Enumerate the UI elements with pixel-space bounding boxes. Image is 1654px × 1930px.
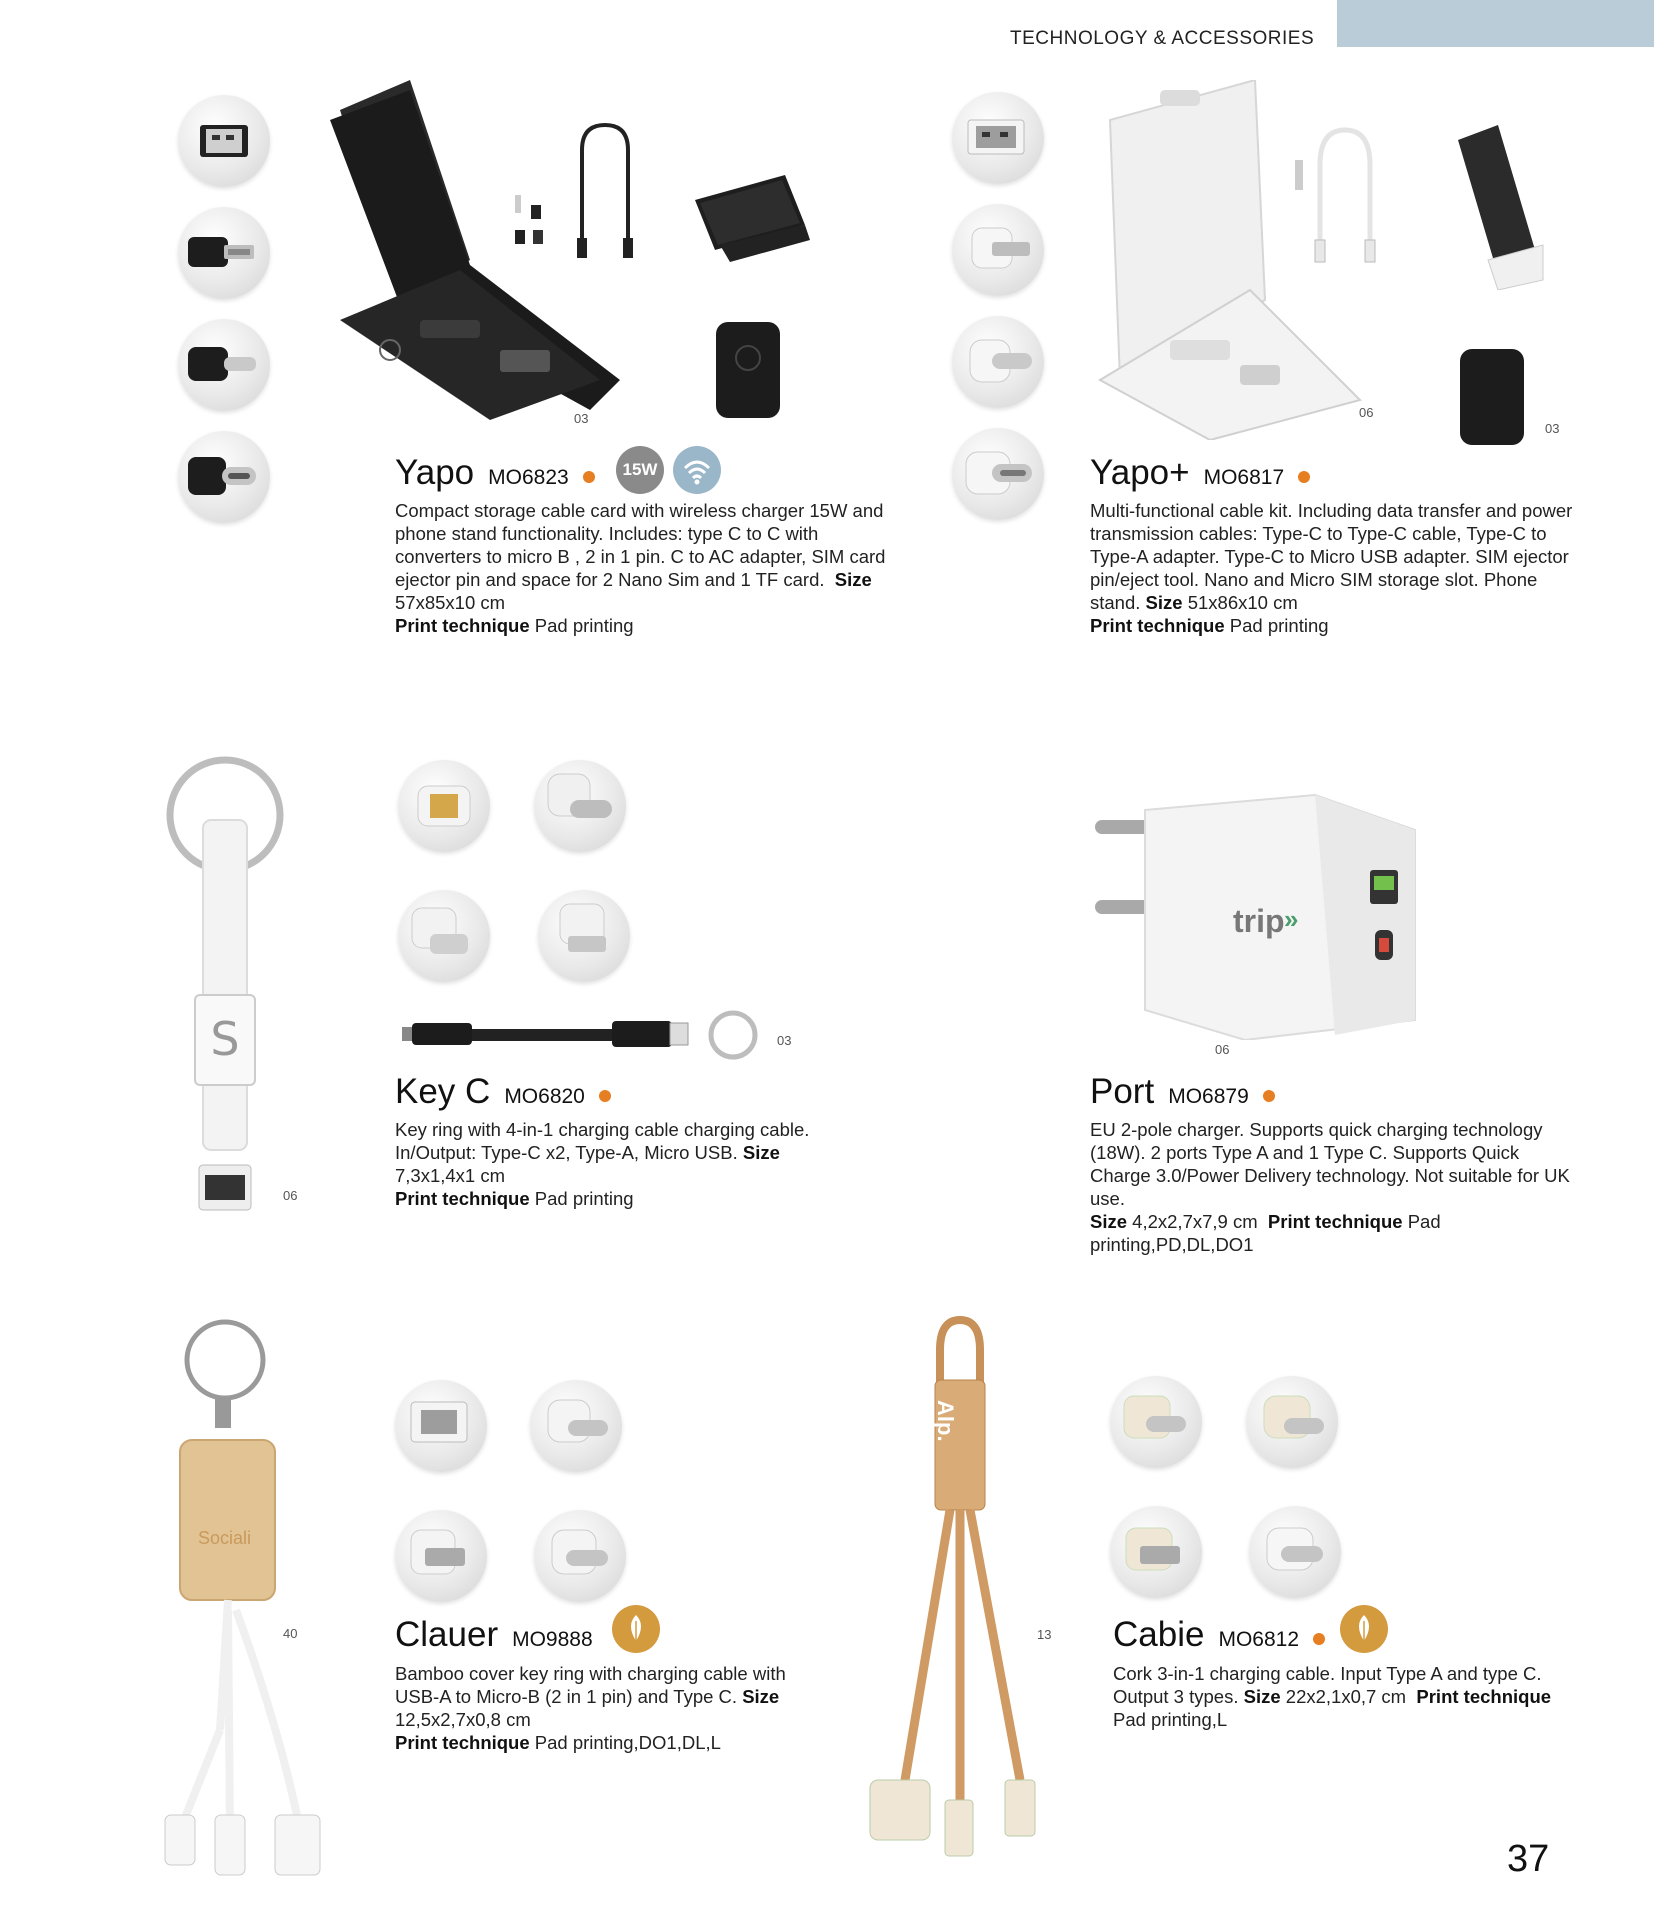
- key-c-size-value: 7,3x1,4x1 cm: [395, 1165, 506, 1186]
- yapo-desc-text: Compact storage cable card with wireless charger 15W and phone stand functionality. Includes: type C to C with converters to micro B , 2 in 1 pin. C to AC adapter, SIM card ejector pin and space for 2 Nano Sim and 1 TF card.: [395, 500, 886, 590]
- cabie-logo: Alp.: [933, 1400, 958, 1442]
- port-print-value: Pad printing,PD,DL,DO1: [1090, 1211, 1441, 1255]
- cabie-title: [1113, 1615, 1325, 1655]
- yapo-plus-phone-stand-image: [1448, 120, 1548, 290]
- color-dot: [1298, 471, 1310, 483]
- cabie-size-label: Size: [1243, 1686, 1281, 1707]
- color-dot: [599, 1090, 611, 1102]
- power-15w-badge: 15W: [616, 446, 664, 494]
- key-c-name: Key C: [395, 1072, 491, 1111]
- clauer-name: Clauer: [395, 1615, 499, 1654]
- key-c-size-label: Size: [742, 1142, 780, 1163]
- cabie-color-code: 13: [1037, 1627, 1052, 1642]
- connector-usb-a-white-thumb: [952, 92, 1044, 184]
- clauer-print-value: Pad printing,DO1,DL,L: [534, 1732, 721, 1753]
- yapo-plus-black-code: 03: [1545, 421, 1560, 436]
- connector-usb-a-thumb: [395, 1380, 487, 1472]
- connector-type-c-thumb: [178, 431, 270, 523]
- yapo-plus-code: MO6817: [1203, 466, 1285, 489]
- yapo-size-value: 57x85x10 cm: [395, 592, 506, 613]
- page-number: 37: [1507, 1838, 1550, 1880]
- cabie-cork-cable-image: [850, 1310, 1070, 1890]
- yapo-adapters-image: [505, 190, 555, 260]
- port-logo: trip: [1233, 903, 1285, 939]
- cabie-desc-text: Cork 3-in-1 charging cable. Input Type A and type C. Output 3 types.: [1113, 1663, 1542, 1707]
- connector-type-c-thumb: [534, 760, 626, 852]
- connector-lightning-thumb: [1249, 1506, 1341, 1598]
- yapo-phone-stand-image: [685, 170, 835, 265]
- cabie-print-value: Pad printing,L: [1113, 1709, 1228, 1730]
- key-c-desc-text: Key ring with 4-in-1 charging cable charging cable. In/Output: Type-C x2, Type-A, Micro USB.: [395, 1119, 810, 1163]
- cabie-name: Cabie: [1113, 1615, 1205, 1654]
- port-size-label: Size: [1090, 1211, 1128, 1232]
- svg-text:S: S: [210, 1012, 240, 1066]
- port-desc-text: EU 2-pole charger. Supports quick charging technology (18W). 2 ports Type A and 1 Type C. Supports Quick Charge 3.0/Power Delivery technology. Not suitable for UK use.: [1090, 1119, 1570, 1209]
- clauer-logo: Sociali: [198, 1528, 252, 1548]
- port-color-code: 06: [1215, 1042, 1230, 1057]
- color-dot: [583, 471, 595, 483]
- cabie-description: [1113, 1662, 1583, 1731]
- connector-type-c-thumb: [530, 1380, 622, 1472]
- yapo-cable-image: [570, 120, 640, 265]
- connector-micro-usb-thumb: [178, 207, 270, 299]
- yapo-name: Yapo: [395, 453, 475, 492]
- chevron-right-icon: »: [1284, 904, 1299, 934]
- connector-type-c-white-thumb: [952, 428, 1044, 520]
- key-c-title: [395, 1072, 611, 1112]
- connector-lightning-thumb: [398, 890, 490, 982]
- yapo-plus-print-label: Print technique: [1090, 615, 1225, 636]
- yapo-title: [395, 453, 595, 493]
- leaf-icon: [1340, 1605, 1388, 1653]
- clauer-description: [395, 1662, 835, 1754]
- connector-type-c-thumb: [1110, 1376, 1202, 1468]
- port-code: MO6879: [1168, 1085, 1249, 1108]
- port-name: Port: [1090, 1072, 1155, 1111]
- yapo-print-value: Pad printing: [534, 615, 634, 636]
- cabie-size-value: 22x2,1x0,7 cm: [1285, 1686, 1407, 1707]
- clauer-code: MO9888: [512, 1628, 593, 1651]
- yapo-wireless-charger-image: [712, 318, 784, 422]
- clauer-bamboo-keyring-image: [140, 1310, 340, 1890]
- key-c-black-keyring-image: [400, 1005, 760, 1065]
- clauer-print-label: Print technique: [395, 1732, 530, 1753]
- port-print-label: Print technique: [1267, 1211, 1403, 1232]
- connector-micro-usb-thumb: [1110, 1506, 1202, 1598]
- yapo-plus-print-value: Pad printing: [1229, 615, 1329, 636]
- yapo-plus-white-code: 06: [1359, 405, 1374, 420]
- yapo-plus-name: Yapo+: [1090, 453, 1190, 492]
- clauer-desc-text: Bamboo cover key ring with charging cable with USB-A to Micro-B (2 in 1 pin) and Type C.: [395, 1663, 786, 1707]
- leaf-icon: [612, 1605, 660, 1653]
- key-c-print-label: Print technique: [395, 1188, 530, 1209]
- connector-type-c-thumb: [1246, 1376, 1338, 1468]
- yapo-size-label: Size: [834, 569, 872, 590]
- yapo-plus-desc-text: Multi-functional cable kit. Including data transfer and power transmission cables: Type-C to Type-C cable, Type-C to Type-A adapter. Type-C to Micro USB adapter. SIM ejector pin/eject tool. Nano and Micro SIM storage slot. Phone stand.: [1090, 500, 1573, 613]
- key-c-print-value: Pad printing: [534, 1188, 634, 1209]
- yapo-plus-description: [1090, 499, 1590, 637]
- connector-usb-a-thumb: [178, 95, 270, 187]
- connector-type-c-thumb: [534, 1510, 626, 1602]
- color-dot: [1263, 1090, 1275, 1102]
- clauer-size-label: Size: [742, 1686, 780, 1707]
- connector-micro-usb-white-thumb: [952, 204, 1044, 296]
- section-title: TECHNOLOGY & ACCESSORIES: [1010, 28, 1315, 49]
- port-title: [1090, 1072, 1275, 1112]
- connector-micro-usb-thumb: [395, 1510, 487, 1602]
- clauer-title: [395, 1615, 593, 1655]
- cabie-print-label: Print technique: [1416, 1686, 1552, 1707]
- wifi-icon: [673, 446, 721, 494]
- connector-lightning-white-thumb: [952, 316, 1044, 408]
- clauer-size-value: 12,5x2,7x0,8 cm: [395, 1709, 531, 1730]
- yapo-print-label: Print technique: [395, 615, 530, 636]
- yapo-plus-size-label: Size: [1145, 592, 1183, 613]
- key-c-white-code: 06: [283, 1188, 298, 1203]
- yapo-description: [395, 499, 895, 637]
- key-c-white-keyring-image: [155, 750, 298, 1220]
- header-color-bar: [1337, 0, 1654, 47]
- cabie-code: MO6812: [1218, 1628, 1299, 1651]
- port-description: [1090, 1118, 1570, 1256]
- yapo-code: MO6823: [488, 466, 569, 489]
- clauer-color-code: 40: [283, 1626, 298, 1641]
- yapo-plus-cable-image: [1290, 120, 1390, 270]
- yapo-plus-title: [1090, 453, 1310, 493]
- yapo-plus-black-charger-image: [1456, 345, 1528, 449]
- key-c-code: MO6820: [504, 1085, 585, 1108]
- color-dot: [1313, 1633, 1325, 1645]
- connector-lightning-thumb: [178, 319, 270, 411]
- yapo-plus-size-value: 51x86x10 cm: [1187, 592, 1298, 613]
- yapo-color-code: 03: [574, 411, 589, 426]
- port-size-value: 4,2x2,7x7,9 cm: [1132, 1211, 1258, 1232]
- key-c-description: [395, 1118, 865, 1210]
- connector-usb-a-thumb: [398, 760, 490, 852]
- connector-micro-usb-thumb: [538, 890, 630, 982]
- key-c-black-code: 03: [777, 1033, 792, 1048]
